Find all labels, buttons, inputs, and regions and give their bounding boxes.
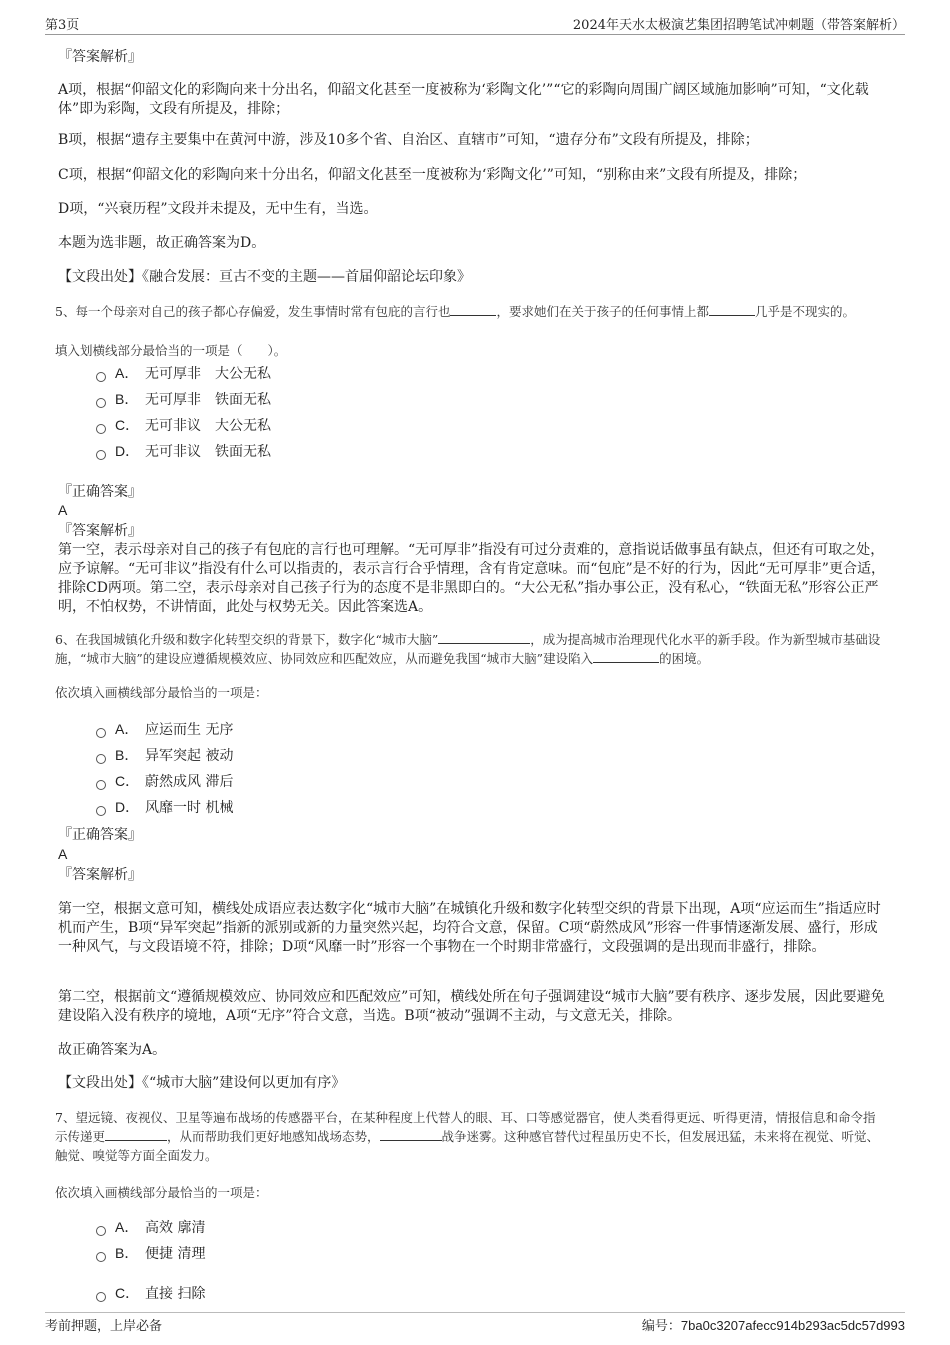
q4-analysis-label: 『答案解析』	[58, 49, 142, 65]
document-title: 2024年天水太极演艺集团招聘笔试冲刺题（带答案解析）	[572, 18, 905, 33]
q5-stem: 5、每一个母亲对自己的孩子都心存偏爱，发生事情时常有包庇的言行也 ，要求她们在关于孩子的任何事情上都 几乎是不现实的。	[55, 304, 855, 319]
q5-answer: A	[58, 502, 68, 518]
radio-icon[interactable]	[96, 1252, 106, 1262]
q7-stem: 7、望远镜、夜视仪、卫星等遍布战场的传感器平台，在某种程度上代替人的眼、耳、口等感觉器官，使人类看得更远、听得更清，情报信息和命令指示传递更 ，从而帮助我们更好地感知战场态势， 战争迷雾。这种感官替代过程虽历史不长，但发展迅猛，未来将在视觉、听觉、触觉、嗅觉等方面全面发力。	[55, 1110, 880, 1163]
q4-analysis-a: A项，根据“仰韶文化的彩陶向来十分出名，仰韶文化甚至一度被称为‘彩陶文化’”“它的彩陶向周围广阔区域施加影响”可知，“文化载体”即为彩陶，文段有所提及，排除；	[58, 82, 869, 117]
q5-analysis: 第一空，表示母亲对自己的孩子有包庇的言行也可理解。“无可厚非”指没有可过分责难的，意指说话做事虽有缺点，但还有可取之处，应予谅解。“无可非议”指没有什么可以指责的，表示言行合乎情理，含有肯定意味。而“包庇”是不好的行为，因此“无可厚非”更合适，排除CD两项。第二空，表示母亲对自己孩子行为的态度不是非黑即白的。“大公无私”指办事公正，没有私心，“铁面无私”形容公正严明，不怕权势，不讲情面，此处与权势无关。因此答案选A。	[58, 542, 885, 615]
radio-icon[interactable]	[96, 728, 106, 738]
q6-option-a[interactable]: A． 应运而生 无序	[96, 720, 233, 739]
q6-option-b[interactable]: B． 异军突起 被动	[96, 746, 233, 765]
radio-icon[interactable]	[96, 1292, 106, 1302]
q6-conclusion: 故正确答案为A。	[58, 1042, 167, 1058]
q6-stem: 6、在我国城镇化升级和数字化转型交织的背景下，数字化“城市大脑” ，成为提高城市治理现代化水平的新手段。作为新型城市基础设施，“城市大脑”的建设应遵循规模效应、协同效应和匹配效应，从而避免我国“城市大脑”建设陷入 的困境。	[55, 632, 881, 666]
q4-analysis-b: B项，根据“遗存主要集中在黄河中游，涉及10多个省、自治区、直辖市”可知，“遗存分布”文段有所提及，排除；	[58, 132, 759, 148]
q7-prompt: 依次填入画横线部分最恰当的一项是：	[55, 1185, 268, 1200]
radio-icon[interactable]	[96, 780, 106, 790]
q6-prompt: 依次填入画横线部分最恰当的一项是：	[55, 685, 268, 700]
q5-prompt: 填入划横线部分最恰当的一项是（ ）。	[55, 343, 287, 358]
q6-answer-label: 『正确答案』	[58, 827, 142, 843]
q6-option-c[interactable]: C． 蔚然成风 滞后	[96, 772, 233, 791]
blank-2	[709, 302, 755, 316]
q5-option-b[interactable]: B． 无可厚非 铁面无私	[96, 390, 271, 409]
q5-option-c[interactable]: C． 无可非议 大公无私	[96, 416, 271, 435]
q6-option-d[interactable]: D． 风靡一时 机械	[96, 798, 233, 817]
footer-slogan: 考前押题，上岸必备	[45, 1319, 163, 1334]
q6-source: 【文段出处】《“城市大脑”建设何以更加有序》	[58, 1075, 346, 1091]
blank-2	[380, 1127, 442, 1141]
radio-icon[interactable]	[96, 450, 106, 460]
q4-analysis-c: C项，根据“仰韶文化的彩陶向来十分出名，仰韶文化甚至一度被称为‘彩陶文化’”可知，“别称由来”文段有所提及，排除；	[58, 167, 807, 183]
q5-option-d[interactable]: D． 无可非议 铁面无私	[96, 442, 271, 461]
page-footer	[45, 1312, 905, 1337]
radio-icon[interactable]	[96, 372, 106, 382]
q5-analysis-label: 『答案解析』	[58, 523, 142, 539]
q6-analysis-1: 第一空，根据文意可知，横线处成语应表达数字化“城市大脑”在城镇化升级和数字化转型交织的背景下出现，A项“应运而生”指适应时机而产生，B项“异军突起”指新的派别或新的力量突然兴起，均符合文意，保留。C项“蔚然成风”形容一件事情逐渐发展、盛行，形成一种风气，与文段语境不符，排除；D项“风靡一时”形容一个事物在一个时期非常盛行，文段强调的是出现而非盛行，排除。	[58, 901, 881, 955]
document-code: 编号：7ba0c3207afecc914b293ac5dc57d993	[641, 1318, 905, 1334]
q5-option-a[interactable]: A． 无可厚非 大公无私	[96, 364, 271, 383]
blank-2	[593, 649, 659, 663]
q6-analysis-2: 第二空，根据前文“遵循规模效应、协同效应和匹配效应”可知，横线处所在句子强调建设“城市大脑”要有秩序、逐步发展，因此要避免建设陷入没有秩序的境地，A项“无序”符合文意，当选。B项“被动”强调不主动，与文意无关，排除。	[58, 989, 885, 1024]
q7-option-b[interactable]: B． 便捷 清理	[96, 1244, 205, 1263]
q7-option-c[interactable]: C． 直接 扫除	[96, 1284, 205, 1303]
page-number: 第3页	[45, 18, 80, 33]
radio-icon[interactable]	[96, 754, 106, 764]
radio-icon[interactable]	[96, 424, 106, 434]
q4-analysis-d: D项，“兴衰历程”文段并未提及，无中生有，当选。	[58, 201, 378, 217]
page-header	[45, 14, 905, 35]
q4-source: 【文段出处】《融合发展：亘古不变的主题——首届仰韶论坛印象》	[58, 269, 471, 285]
radio-icon[interactable]	[96, 806, 106, 816]
radio-icon[interactable]	[96, 1226, 106, 1236]
radio-icon[interactable]	[96, 398, 106, 408]
q6-answer: A	[58, 846, 68, 862]
q5-answer-label: 『正确答案』	[58, 484, 142, 500]
q6-analysis-label: 『答案解析』	[58, 867, 142, 883]
blank-1	[450, 302, 496, 316]
q7-option-a[interactable]: A． 高效 廓清	[96, 1218, 205, 1237]
blank-1	[105, 1127, 167, 1141]
blank-1	[438, 630, 530, 644]
q4-conclusion: 本题为选非题，故正确答案为D。	[58, 235, 266, 251]
